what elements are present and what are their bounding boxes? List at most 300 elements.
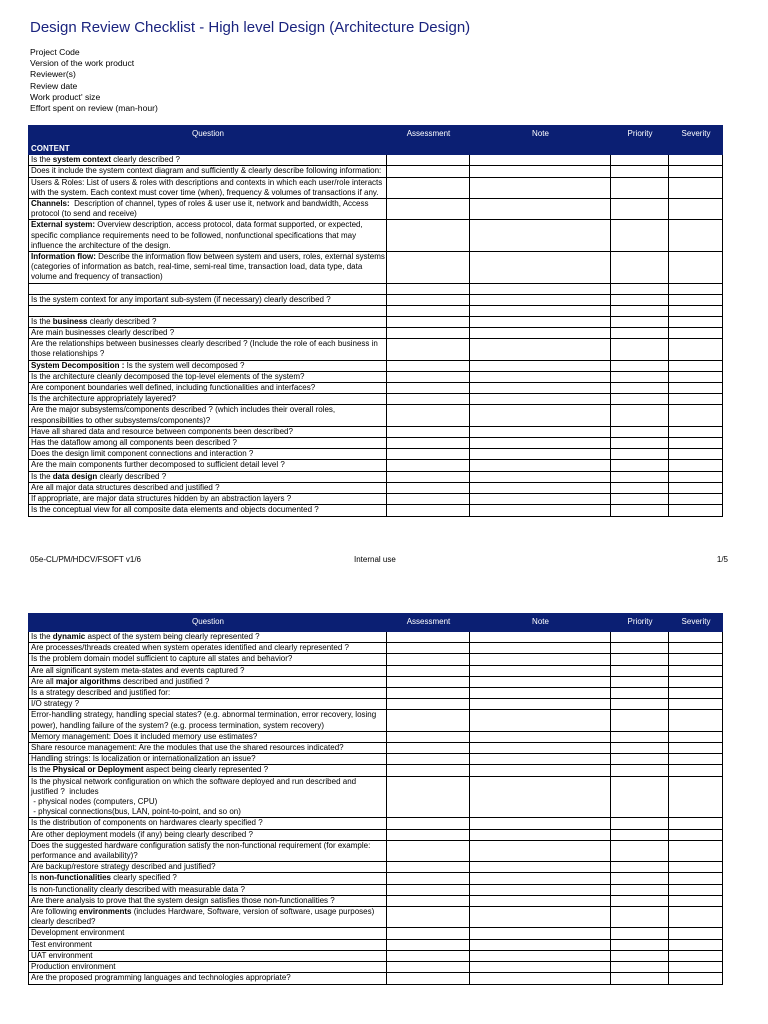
assessment-cell[interactable] [387, 438, 470, 449]
question-text: aspect of the system being clearly represented ? [85, 632, 260, 641]
severity-cell[interactable] [669, 665, 723, 676]
note-cell[interactable] [470, 252, 611, 284]
priority-cell[interactable] [611, 294, 669, 305]
priority-cell[interactable] [611, 177, 669, 198]
question-text: Is the conceptual view for all composite data elements and objects documented ? [31, 505, 319, 515]
question-text: Is the physical network configuration on which the software deployed and run described and justified ? includes - physical nodes (computers, CPU) - physical connections(bus, LAN, point-to-point, and so on) [31, 776, 357, 817]
severity-cell[interactable] [669, 371, 723, 382]
priority-cell[interactable] [611, 895, 669, 906]
assessment-cell[interactable] [387, 328, 470, 339]
question-cell [29, 471, 387, 482]
severity-cell[interactable] [669, 840, 723, 861]
priority-cell[interactable] [611, 654, 669, 665]
table-row [29, 494, 723, 505]
severity-cell[interactable] [669, 688, 723, 699]
assessment-cell[interactable] [387, 316, 470, 327]
note-cell[interactable] [470, 895, 611, 906]
assessment-cell[interactable] [387, 654, 470, 665]
note-cell[interactable] [470, 505, 611, 516]
priority-cell[interactable] [611, 316, 669, 327]
question-cell [29, 405, 387, 426]
note-cell[interactable] [470, 731, 611, 742]
table-row [29, 829, 723, 840]
severity-cell[interactable] [669, 939, 723, 950]
question-text: clearly described ? [87, 316, 157, 326]
note-cell[interactable] [470, 818, 611, 829]
assessment-cell[interactable] [387, 743, 470, 754]
priority-cell[interactable] [611, 829, 669, 840]
question-text: Is the system context for any important sub-system (if necessary) clearly described ? [31, 294, 331, 304]
question-text: Are all significant system meta-states and events captured ? [31, 665, 245, 675]
note-cell[interactable] [470, 177, 611, 198]
priority-cell[interactable] [611, 950, 669, 961]
note-cell[interactable] [470, 405, 611, 426]
assessment-cell[interactable] [387, 283, 470, 294]
question-cell [29, 950, 387, 961]
assessment-cell[interactable] [387, 907, 470, 928]
question-text: Are main businesses clearly described ? [31, 328, 175, 338]
question-text: Production environment [31, 962, 116, 972]
assessment-cell[interactable] [387, 471, 470, 482]
col-note: Note [470, 614, 611, 632]
table-row [29, 862, 723, 873]
question-text: Has the dataflow among all components been described ? [31, 438, 237, 448]
question-text: UAT environment [31, 950, 93, 960]
question-cell [29, 328, 387, 339]
assessment-cell[interactable] [387, 928, 470, 939]
table-row [29, 743, 723, 754]
question-cell [29, 907, 387, 928]
table-row [29, 962, 723, 973]
col-question: Question [29, 614, 387, 632]
note-cell[interactable] [470, 383, 611, 394]
question-text: Is the architecture cleanly decomposed the top-level elements of the system? [31, 371, 305, 381]
priority-cell[interactable] [611, 665, 669, 676]
priority-cell[interactable] [611, 482, 669, 493]
assessment-cell[interactable] [387, 884, 470, 895]
note-cell[interactable] [470, 962, 611, 973]
note-cell[interactable] [470, 840, 611, 861]
checklist-table-page2 [28, 613, 723, 985]
severity-cell[interactable] [669, 829, 723, 840]
severity-cell[interactable] [669, 743, 723, 754]
assessment-cell[interactable] [387, 360, 470, 371]
severity-cell[interactable] [669, 252, 723, 284]
assessment-cell[interactable] [387, 405, 470, 426]
priority-cell[interactable] [611, 939, 669, 950]
question-keyword: System Decomposition : [31, 360, 125, 370]
question-cell [29, 494, 387, 505]
table-row [29, 840, 723, 861]
assessment-cell[interactable] [387, 383, 470, 394]
question-cell [29, 688, 387, 699]
assessment-cell[interactable] [387, 155, 470, 166]
question-cell [29, 199, 387, 220]
question-text: Does the design limit component connections and interaction ? [31, 449, 254, 459]
question-text: Is the architecture appropriately layered? [31, 394, 176, 404]
col-severity: Severity [669, 614, 723, 632]
question-cell [29, 862, 387, 873]
severity-cell[interactable] [669, 643, 723, 654]
priority-cell[interactable] [611, 840, 669, 861]
severity-cell[interactable] [669, 654, 723, 665]
note-cell[interactable] [470, 632, 611, 643]
table-row [29, 460, 723, 471]
severity-cell[interactable] [669, 731, 723, 742]
priority-cell[interactable] [611, 339, 669, 360]
severity-cell[interactable] [669, 776, 723, 818]
severity-cell[interactable] [669, 494, 723, 505]
note-cell[interactable] [470, 220, 611, 252]
question-text: Is the [31, 632, 53, 641]
assessment-cell[interactable] [387, 665, 470, 676]
priority-cell[interactable] [611, 776, 669, 818]
assessment-cell[interactable] [387, 643, 470, 654]
assessment-cell[interactable] [387, 460, 470, 471]
priority-cell[interactable] [611, 166, 669, 177]
severity-cell[interactable] [669, 818, 723, 829]
severity-cell[interactable] [669, 316, 723, 327]
severity-cell[interactable] [669, 177, 723, 198]
assessment-cell[interactable] [387, 339, 470, 360]
note-cell[interactable] [470, 328, 611, 339]
assessment-cell[interactable] [387, 305, 470, 316]
severity-cell[interactable] [669, 283, 723, 294]
question-cell [29, 873, 387, 884]
priority-cell[interactable] [611, 884, 669, 895]
project-meta [30, 47, 158, 114]
table-row [29, 166, 723, 177]
question-cell [29, 743, 387, 754]
note-cell[interactable] [470, 873, 611, 884]
note-cell[interactable] [470, 884, 611, 895]
severity-cell[interactable] [669, 862, 723, 873]
note-cell[interactable] [470, 973, 611, 984]
severity-cell[interactable] [669, 394, 723, 405]
question-text: Is the [31, 471, 53, 481]
priority-cell[interactable] [611, 962, 669, 973]
priority-cell[interactable] [611, 973, 669, 984]
note-cell[interactable] [470, 155, 611, 166]
severity-cell[interactable] [669, 873, 723, 884]
col-priority: Priority [611, 614, 669, 632]
note-cell[interactable] [470, 928, 611, 939]
severity-cell[interactable] [669, 676, 723, 687]
severity-cell[interactable] [669, 632, 723, 643]
severity-cell[interactable] [669, 505, 723, 516]
severity-cell[interactable] [669, 449, 723, 460]
question-cell [29, 765, 387, 776]
assessment-cell[interactable] [387, 895, 470, 906]
question-text: Is non-functionality clearly described with measurable data ? [31, 884, 245, 894]
severity-cell[interactable] [669, 426, 723, 437]
question-text: Is the [31, 155, 53, 165]
priority-cell[interactable] [611, 632, 669, 643]
question-cell [29, 177, 387, 198]
question-cell [29, 829, 387, 840]
table-row [29, 654, 723, 665]
priority-cell[interactable] [611, 505, 669, 516]
priority-cell[interactable] [611, 449, 669, 460]
priority-cell[interactable] [611, 873, 669, 884]
assessment-cell[interactable] [387, 776, 470, 818]
question-text: Is the system well decomposed ? [124, 360, 245, 370]
priority-cell[interactable] [611, 305, 669, 316]
assessment-cell[interactable] [387, 294, 470, 305]
page-footer [30, 555, 728, 565]
assessment-cell[interactable] [387, 632, 470, 643]
note-cell[interactable] [470, 426, 611, 437]
severity-cell[interactable] [669, 328, 723, 339]
question-cell [29, 818, 387, 829]
note-cell[interactable] [470, 449, 611, 460]
note-cell[interactable] [470, 862, 611, 873]
question-cell [29, 973, 387, 984]
severity-cell[interactable] [669, 928, 723, 939]
note-cell[interactable] [470, 754, 611, 765]
assessment-cell[interactable] [387, 494, 470, 505]
severity-cell[interactable] [669, 220, 723, 252]
question-text: Are all major data structures described and justified ? [31, 482, 220, 492]
table-row [29, 928, 723, 939]
question-cell [29, 840, 387, 861]
col-priority: Priority [611, 126, 669, 144]
severity-cell[interactable] [669, 482, 723, 493]
assessment-cell[interactable] [387, 166, 470, 177]
assessment-cell[interactable] [387, 699, 470, 710]
note-cell[interactable] [470, 294, 611, 305]
table-row [29, 155, 723, 166]
question-cell [29, 632, 387, 643]
question-keyword: business [52, 316, 88, 326]
question-text: (includes Hardware, Software, version of software, usage purposes) clearly described? [31, 907, 377, 927]
priority-cell[interactable] [611, 460, 669, 471]
priority-cell[interactable] [611, 862, 669, 873]
table-row [29, 471, 723, 482]
note-cell[interactable] [470, 643, 611, 654]
severity-cell[interactable] [669, 460, 723, 471]
severity-cell[interactable] [669, 294, 723, 305]
note-cell[interactable] [470, 371, 611, 382]
question-keyword: Information flow: [31, 252, 96, 262]
note-cell[interactable] [470, 316, 611, 327]
note-cell[interactable] [470, 494, 611, 505]
assessment-cell[interactable] [387, 505, 470, 516]
priority-cell[interactable] [611, 743, 669, 754]
assessment-cell[interactable] [387, 765, 470, 776]
assessment-cell[interactable] [387, 394, 470, 405]
question-cell [29, 305, 387, 316]
table-row [29, 482, 723, 493]
assessment-cell[interactable] [387, 371, 470, 382]
question-text: Development environment [31, 928, 125, 938]
assessment-cell[interactable] [387, 950, 470, 961]
assessment-cell[interactable] [387, 731, 470, 742]
severity-cell[interactable] [669, 405, 723, 426]
note-cell[interactable] [470, 305, 611, 316]
severity-cell[interactable] [669, 962, 723, 973]
question-text: Overview description, access protocol, data format supported, or expected, specific compliance requirements need to be followed, nonfunctional specifications that may influence the architecture of the design. [31, 220, 365, 250]
question-text: clearly described ? [97, 471, 167, 481]
note-cell[interactable] [470, 829, 611, 840]
priority-cell[interactable] [611, 471, 669, 482]
table-row [29, 505, 723, 516]
table-row [29, 776, 723, 818]
priority-cell[interactable] [611, 394, 669, 405]
assessment-cell[interactable] [387, 252, 470, 284]
assessment-cell[interactable] [387, 873, 470, 884]
priority-cell[interactable] [611, 643, 669, 654]
note-cell[interactable] [470, 199, 611, 220]
assessment-cell[interactable] [387, 939, 470, 950]
note-cell[interactable] [470, 166, 611, 177]
table-row [29, 360, 723, 371]
note-cell[interactable] [470, 950, 611, 961]
severity-cell[interactable] [669, 199, 723, 220]
note-cell[interactable] [470, 339, 611, 360]
priority-cell[interactable] [611, 328, 669, 339]
priority-cell[interactable] [611, 360, 669, 371]
assessment-cell[interactable] [387, 482, 470, 493]
priority-cell[interactable] [611, 405, 669, 426]
priority-cell[interactable] [611, 731, 669, 742]
note-cell[interactable] [470, 654, 611, 665]
severity-cell[interactable] [669, 166, 723, 177]
question-text: described and justified ? [120, 676, 210, 686]
priority-cell[interactable] [611, 676, 669, 687]
question-text: Are other deployment models (if any) being clearly described ? [31, 829, 253, 839]
priority-cell[interactable] [611, 710, 669, 731]
table-row [29, 950, 723, 961]
assessment-cell[interactable] [387, 710, 470, 731]
assessment-cell[interactable] [387, 754, 470, 765]
severity-cell[interactable] [669, 895, 723, 906]
note-cell[interactable] [470, 907, 611, 928]
table-row [29, 632, 723, 643]
note-cell[interactable] [470, 394, 611, 405]
meta-size: Work product' size [30, 91, 101, 102]
question-cell [29, 155, 387, 166]
note-cell[interactable] [470, 665, 611, 676]
assessment-cell[interactable] [387, 840, 470, 861]
note-cell[interactable] [470, 676, 611, 687]
section-content: CONTENT [29, 144, 723, 155]
severity-cell[interactable] [669, 973, 723, 984]
priority-cell[interactable] [611, 438, 669, 449]
table-row [29, 873, 723, 884]
assessment-cell[interactable] [387, 220, 470, 252]
assessment-cell[interactable] [387, 676, 470, 687]
note-cell[interactable] [470, 743, 611, 754]
severity-cell[interactable] [669, 339, 723, 360]
priority-cell[interactable] [611, 765, 669, 776]
priority-cell[interactable] [611, 283, 669, 294]
col-assessment: Assessment [387, 614, 470, 632]
priority-cell[interactable] [611, 199, 669, 220]
note-cell[interactable] [470, 699, 611, 710]
severity-cell[interactable] [669, 383, 723, 394]
note-cell[interactable] [470, 283, 611, 294]
table-row [29, 394, 723, 405]
priority-cell[interactable] [611, 928, 669, 939]
note-cell[interactable] [470, 939, 611, 950]
priority-cell[interactable] [611, 371, 669, 382]
note-cell[interactable] [470, 765, 611, 776]
assessment-cell[interactable] [387, 862, 470, 873]
severity-cell[interactable] [669, 305, 723, 316]
question-text: Memory management: Does it included memory use estimates? [31, 731, 258, 741]
table-row [29, 199, 723, 220]
priority-cell[interactable] [611, 754, 669, 765]
priority-cell[interactable] [611, 699, 669, 710]
assessment-cell[interactable] [387, 426, 470, 437]
note-cell[interactable] [470, 710, 611, 731]
priority-cell[interactable] [611, 688, 669, 699]
priority-cell[interactable] [611, 494, 669, 505]
assessment-cell[interactable] [387, 688, 470, 699]
severity-cell[interactable] [669, 754, 723, 765]
question-keyword: major algorithms [55, 676, 121, 686]
note-cell[interactable] [470, 776, 611, 818]
severity-cell[interactable] [669, 907, 723, 928]
severity-cell[interactable] [669, 699, 723, 710]
priority-cell[interactable] [611, 252, 669, 284]
priority-cell[interactable] [611, 818, 669, 829]
severity-cell[interactable] [669, 710, 723, 731]
table-row [29, 294, 723, 305]
note-cell[interactable] [470, 460, 611, 471]
meta-version: Version of the work product [30, 58, 135, 69]
note-cell[interactable] [470, 688, 611, 699]
question-text: Test environment [31, 939, 92, 949]
table-row [29, 438, 723, 449]
assessment-cell[interactable] [387, 199, 470, 220]
question-text: Are all [31, 676, 56, 686]
question-cell [29, 166, 387, 177]
severity-cell[interactable] [669, 438, 723, 449]
assessment-cell[interactable] [387, 973, 470, 984]
priority-cell[interactable] [611, 426, 669, 437]
col-assessment: Assessment [387, 126, 470, 144]
severity-cell[interactable] [669, 765, 723, 776]
severity-cell[interactable] [669, 950, 723, 961]
footer-page-number: 1/5 [716, 555, 728, 564]
priority-cell[interactable] [611, 220, 669, 252]
assessment-cell[interactable] [387, 829, 470, 840]
assessment-cell[interactable] [387, 962, 470, 973]
note-cell[interactable] [470, 438, 611, 449]
question-keyword: environments [79, 907, 132, 917]
severity-cell[interactable] [669, 471, 723, 482]
assessment-cell[interactable] [387, 449, 470, 460]
question-cell [29, 665, 387, 676]
priority-cell[interactable] [611, 383, 669, 394]
question-cell [29, 895, 387, 906]
note-cell[interactable] [470, 360, 611, 371]
note-cell[interactable] [470, 471, 611, 482]
assessment-cell[interactable] [387, 818, 470, 829]
question-text: Does the suggested hardware configuration satisfy the non-functional requirement (for example: performance and availability)? [31, 840, 373, 861]
severity-cell[interactable] [669, 884, 723, 895]
severity-cell[interactable] [669, 155, 723, 166]
priority-cell[interactable] [611, 155, 669, 166]
severity-cell[interactable] [669, 360, 723, 371]
assessment-cell[interactable] [387, 177, 470, 198]
question-text: Error-handling strategy, handling special states? (e.g. abnormal termination, error recovery, losing power), handling failure of the system? (e.g. process termination, system recovery) [31, 710, 379, 730]
question-text: Is the problem domain model sufficient to capture all states and behavior? [31, 654, 293, 664]
priority-cell[interactable] [611, 907, 669, 928]
note-cell[interactable] [470, 482, 611, 493]
